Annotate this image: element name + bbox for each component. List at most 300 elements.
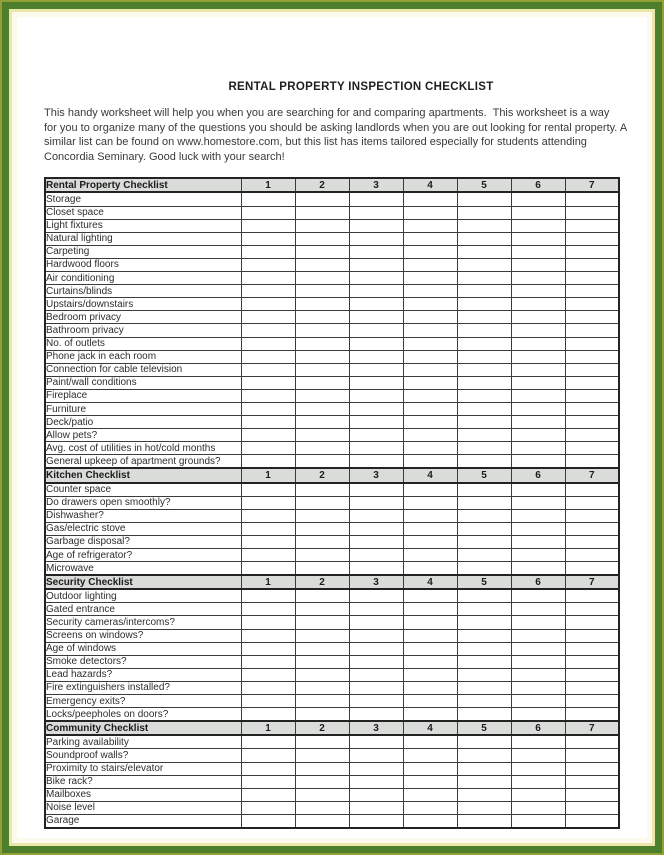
checklist-row [45, 616, 619, 629]
item-label: Light fixtures [45, 219, 241, 232]
rating-cell-empty [295, 562, 349, 576]
rating-cell-empty [565, 749, 619, 762]
rating-cell-empty [403, 801, 457, 814]
rating-column-header: 4 [403, 575, 457, 589]
rating-cell-empty [241, 603, 295, 616]
item-label: Paint/wall conditions [45, 376, 241, 389]
rating-cell-empty [295, 629, 349, 642]
checklist-row [45, 589, 619, 603]
rating-cell-empty [457, 509, 511, 522]
rating-cell-empty [295, 775, 349, 788]
rating-cell-empty [511, 272, 565, 285]
rating-cell-empty [241, 681, 295, 694]
rating-cell-empty [403, 350, 457, 363]
rating-cell-empty [295, 376, 349, 389]
rating-cell-empty [403, 708, 457, 722]
rating-cell-empty [403, 219, 457, 232]
rating-cell-empty [295, 749, 349, 762]
rating-cell-empty [295, 206, 349, 219]
rating-cell-empty [349, 762, 403, 775]
rating-cell-empty [241, 616, 295, 629]
item-label: Age of refrigerator? [45, 549, 241, 562]
checklist-row [45, 522, 619, 535]
item-label: Bathroom privacy [45, 324, 241, 337]
item-label: No. of outlets [45, 337, 241, 350]
intro-line-3: similar list can be found on www.homestore.com, but this list has items tailored especially for students attending [44, 136, 587, 149]
checklist-row [45, 232, 619, 245]
rating-cell-empty [241, 708, 295, 722]
rating-cell-empty [349, 272, 403, 285]
rating-cell-empty [565, 232, 619, 245]
rating-cell-empty [295, 363, 349, 376]
rating-cell-empty [457, 616, 511, 629]
rating-cell-empty [241, 549, 295, 562]
rating-cell-empty [403, 416, 457, 429]
rating-cell-empty [403, 562, 457, 576]
rating-cell-empty [295, 483, 349, 497]
rating-cell-empty [403, 814, 457, 828]
item-label: Connection for cable television [45, 363, 241, 376]
checklist-row [45, 219, 619, 232]
page-frame-green-band [2, 2, 662, 853]
rating-cell-empty [349, 258, 403, 271]
checklist-row [45, 708, 619, 722]
rating-cell-empty [565, 376, 619, 389]
item-label: Parking availability [45, 735, 241, 749]
rating-column-header: 4 [403, 468, 457, 482]
rating-cell-empty [403, 681, 457, 694]
rating-cell-empty [565, 668, 619, 681]
section-header-row [45, 575, 619, 589]
rating-cell-empty [295, 285, 349, 298]
rating-cell-empty [349, 695, 403, 708]
rating-cell-empty [295, 616, 349, 629]
rating-cell-empty [565, 629, 619, 642]
rating-cell-empty [457, 311, 511, 324]
checklist-row [45, 206, 619, 219]
section-header-label: Kitchen Checklist [45, 468, 241, 482]
rating-cell-empty [511, 616, 565, 629]
rating-cell-empty [511, 429, 565, 442]
rating-cell-empty [457, 206, 511, 219]
rating-cell-empty [565, 206, 619, 219]
rating-cell-empty [349, 629, 403, 642]
rating-cell-empty [511, 603, 565, 616]
rating-cell-empty [403, 788, 457, 801]
rating-cell-empty [511, 350, 565, 363]
rating-cell-empty [565, 788, 619, 801]
checklist-row [45, 285, 619, 298]
rating-cell-empty [241, 668, 295, 681]
rating-cell-empty [511, 814, 565, 828]
rating-cell-empty [511, 206, 565, 219]
checklist-row [45, 442, 619, 455]
item-label: Screens on windows? [45, 629, 241, 642]
rating-cell-empty [511, 668, 565, 681]
rating-cell-empty [457, 232, 511, 245]
rating-cell-empty [295, 655, 349, 668]
rating-cell-empty [349, 708, 403, 722]
item-label: Natural lighting [45, 232, 241, 245]
rating-cell-empty [457, 402, 511, 415]
rating-cell-empty [565, 429, 619, 442]
checklist-row [45, 801, 619, 814]
rating-cell-empty [295, 429, 349, 442]
rating-cell-empty [241, 589, 295, 603]
rating-cell-empty [349, 206, 403, 219]
rating-cell-empty [511, 589, 565, 603]
rating-cell-empty [349, 603, 403, 616]
rating-cell-empty [457, 589, 511, 603]
section-header-row [45, 178, 619, 192]
rating-cell-empty [241, 801, 295, 814]
rating-cell-empty [565, 775, 619, 788]
rating-cell-empty [511, 324, 565, 337]
rating-cell-empty [241, 695, 295, 708]
rating-column-header: 1 [241, 178, 295, 192]
checklist-row [45, 642, 619, 655]
rating-cell-empty [295, 232, 349, 245]
rating-cell-empty [295, 788, 349, 801]
rating-cell-empty [565, 219, 619, 232]
item-label: Mailboxes [45, 788, 241, 801]
intro-paragraph [44, 106, 628, 164]
rating-column-header: 2 [295, 721, 349, 735]
rating-cell-empty [457, 219, 511, 232]
rating-cell-empty [565, 681, 619, 694]
rating-cell-empty [403, 442, 457, 455]
rating-column-header: 7 [565, 468, 619, 482]
checklist-row [45, 429, 619, 442]
rating-cell-empty [403, 762, 457, 775]
rating-cell-empty [565, 285, 619, 298]
rating-cell-empty [295, 455, 349, 469]
rating-cell-empty [403, 496, 457, 509]
checklist-row [45, 788, 619, 801]
rating-cell-empty [403, 655, 457, 668]
rating-cell-empty [403, 749, 457, 762]
checklist-row [45, 192, 619, 206]
rating-cell-empty [457, 775, 511, 788]
rating-cell-empty [241, 219, 295, 232]
rating-cell-empty [565, 389, 619, 402]
rating-column-header: 5 [457, 575, 511, 589]
rating-cell-empty [457, 549, 511, 562]
rating-cell-empty [457, 695, 511, 708]
rating-column-header: 2 [295, 468, 349, 482]
rating-cell-empty [565, 522, 619, 535]
rating-cell-empty [349, 801, 403, 814]
rating-cell-empty [349, 562, 403, 576]
rating-cell-empty [349, 483, 403, 497]
rating-cell-empty [565, 762, 619, 775]
checklist-row [45, 549, 619, 562]
rating-cell-empty [565, 416, 619, 429]
rating-cell-empty [457, 350, 511, 363]
rating-cell-empty [565, 562, 619, 576]
rating-column-header: 3 [349, 468, 403, 482]
section-header-label: Rental Property Checklist [45, 178, 241, 192]
rating-cell-empty [349, 376, 403, 389]
rating-cell-empty [565, 311, 619, 324]
rating-cell-empty [349, 735, 403, 749]
rating-cell-empty [295, 337, 349, 350]
rating-cell-empty [241, 496, 295, 509]
checklist-row [45, 363, 619, 376]
checklist-row [45, 814, 619, 828]
intro-line-1: This handy worksheet will help you when you are searching for and comparing apartments. This worksheet is a way [44, 107, 610, 119]
rating-cell-empty [241, 206, 295, 219]
rating-cell-empty [349, 363, 403, 376]
page-title: RENTAL PROPERTY INSPECTION CHECKLIST [228, 81, 494, 93]
rating-cell-empty [511, 708, 565, 722]
rating-cell-empty [565, 245, 619, 258]
rating-cell-empty [295, 389, 349, 402]
rating-cell-empty [457, 442, 511, 455]
rating-cell-empty [295, 642, 349, 655]
rating-cell-empty [403, 363, 457, 376]
rating-cell-empty [511, 496, 565, 509]
rating-cell-empty [511, 509, 565, 522]
section-header-label: Community Checklist [45, 721, 241, 735]
checklist-row [45, 509, 619, 522]
rating-cell-empty [403, 272, 457, 285]
rating-cell-empty [295, 708, 349, 722]
rating-cell-empty [403, 389, 457, 402]
rating-cell-empty [565, 603, 619, 616]
rating-cell-empty [511, 549, 565, 562]
rating-cell-empty [295, 668, 349, 681]
rating-cell-empty [241, 655, 295, 668]
rating-cell-empty [241, 629, 295, 642]
rating-cell-empty [241, 775, 295, 788]
rating-cell-empty [457, 668, 511, 681]
rating-cell-empty [403, 455, 457, 469]
item-label: Smoke detectors? [45, 655, 241, 668]
rating-cell-empty [241, 535, 295, 548]
rating-cell-empty [511, 376, 565, 389]
rating-cell-empty [565, 324, 619, 337]
rating-cell-empty [457, 735, 511, 749]
rating-cell-empty [457, 363, 511, 376]
rating-cell-empty [565, 616, 619, 629]
rating-cell-empty [295, 442, 349, 455]
rating-column-header: 3 [349, 721, 403, 735]
rating-cell-empty [403, 376, 457, 389]
rating-cell-empty [457, 708, 511, 722]
item-label: Avg. cost of utilities in hot/cold months [45, 442, 241, 455]
rating-cell-empty [349, 522, 403, 535]
checklist-row [45, 535, 619, 548]
item-label: Air conditioning [45, 272, 241, 285]
item-label: Fireplace [45, 389, 241, 402]
item-label: Lead hazards? [45, 668, 241, 681]
rating-cell-empty [241, 337, 295, 350]
page-background [12, 12, 652, 843]
rating-cell-empty [403, 429, 457, 442]
item-label: Furniture [45, 402, 241, 415]
rating-cell-empty [511, 788, 565, 801]
rating-cell-empty [241, 788, 295, 801]
item-label: Fire extinguishers installed? [45, 681, 241, 694]
rating-cell-empty [511, 735, 565, 749]
rating-cell-empty [241, 509, 295, 522]
rating-cell-empty [349, 402, 403, 415]
rating-cell-empty [511, 642, 565, 655]
item-label: Security cameras/intercoms? [45, 616, 241, 629]
rating-cell-empty [511, 455, 565, 469]
rating-cell-empty [511, 389, 565, 402]
checklist-row [45, 455, 619, 469]
item-label: Garbage disposal? [45, 535, 241, 548]
rating-cell-empty [511, 232, 565, 245]
rating-cell-empty [403, 522, 457, 535]
rating-cell-empty [241, 363, 295, 376]
rating-cell-empty [511, 442, 565, 455]
rating-cell-empty [403, 337, 457, 350]
rating-cell-empty [457, 788, 511, 801]
item-label: Microwave [45, 562, 241, 576]
rating-cell-empty [295, 324, 349, 337]
rating-column-header: 4 [403, 721, 457, 735]
checklist-row [45, 496, 619, 509]
item-label: Gated entrance [45, 603, 241, 616]
rating-cell-empty [511, 219, 565, 232]
rating-cell-empty [457, 522, 511, 535]
rating-column-header: 6 [511, 178, 565, 192]
rating-cell-empty [295, 272, 349, 285]
rating-cell-empty [565, 814, 619, 828]
rating-cell-empty [241, 483, 295, 497]
rating-cell-empty [457, 376, 511, 389]
rating-cell-empty [457, 642, 511, 655]
item-label: Age of windows [45, 642, 241, 655]
rating-cell-empty [565, 695, 619, 708]
rating-cell-empty [457, 245, 511, 258]
rating-cell-empty [457, 258, 511, 271]
rating-cell-empty [403, 483, 457, 497]
item-label: Bedroom privacy [45, 311, 241, 324]
rating-cell-empty [349, 285, 403, 298]
item-label: Upstairs/downstairs [45, 298, 241, 311]
rating-cell-empty [349, 311, 403, 324]
rating-cell-empty [457, 762, 511, 775]
rating-cell-empty [241, 735, 295, 749]
item-label: Closet space [45, 206, 241, 219]
rating-cell-empty [565, 549, 619, 562]
rating-cell-empty [565, 655, 619, 668]
rating-cell-empty [457, 535, 511, 548]
rating-cell-empty [511, 749, 565, 762]
rating-cell-empty [457, 562, 511, 576]
rating-cell-empty [295, 192, 349, 206]
rating-column-header: 5 [457, 721, 511, 735]
rating-cell-empty [295, 416, 349, 429]
rating-cell-empty [457, 285, 511, 298]
rating-cell-empty [457, 389, 511, 402]
rating-column-header: 6 [511, 721, 565, 735]
rating-cell-empty [403, 629, 457, 642]
rating-cell-empty [295, 801, 349, 814]
rating-cell-empty [349, 616, 403, 629]
item-label: Locks/peepholes on doors? [45, 708, 241, 722]
rating-cell-empty [457, 655, 511, 668]
rating-cell-empty [349, 192, 403, 206]
rating-cell-empty [403, 616, 457, 629]
item-label: Allow pets? [45, 429, 241, 442]
rating-cell-empty [349, 337, 403, 350]
rating-cell-empty [241, 814, 295, 828]
rating-cell-empty [349, 350, 403, 363]
rating-cell-empty [349, 429, 403, 442]
rating-cell-empty [511, 402, 565, 415]
rating-cell-empty [241, 350, 295, 363]
checklist-row [45, 298, 619, 311]
rating-cell-empty [457, 192, 511, 206]
rating-column-header: 7 [565, 178, 619, 192]
rating-cell-empty [403, 258, 457, 271]
rating-column-header: 1 [241, 468, 295, 482]
rating-cell-empty [457, 801, 511, 814]
rating-cell-empty [349, 788, 403, 801]
rating-cell-empty [295, 402, 349, 415]
item-label: Deck/patio [45, 416, 241, 429]
rating-cell-empty [241, 272, 295, 285]
checklist-row [45, 376, 619, 389]
rating-column-header: 5 [457, 468, 511, 482]
checklist-row [45, 402, 619, 415]
rating-cell-empty [565, 509, 619, 522]
rating-cell-empty [403, 402, 457, 415]
rating-cell-empty [403, 549, 457, 562]
rating-cell-empty [295, 350, 349, 363]
rating-cell-empty [511, 629, 565, 642]
rating-column-header: 7 [565, 721, 619, 735]
item-label: Counter space [45, 483, 241, 497]
rating-cell-empty [295, 603, 349, 616]
rating-cell-empty [403, 509, 457, 522]
rating-cell-empty [511, 416, 565, 429]
rating-cell-empty [511, 695, 565, 708]
rating-cell-empty [295, 814, 349, 828]
rating-cell-empty [349, 549, 403, 562]
checklist-row [45, 603, 619, 616]
checklist-row [45, 762, 619, 775]
rating-cell-empty [457, 337, 511, 350]
rating-cell-empty [349, 681, 403, 694]
section-header-label: Security Checklist [45, 575, 241, 589]
rating-cell-empty [349, 509, 403, 522]
rating-cell-empty [295, 298, 349, 311]
rating-cell-empty [241, 298, 295, 311]
rating-cell-empty [457, 483, 511, 497]
rating-cell-empty [511, 775, 565, 788]
item-label: Dishwasher? [45, 509, 241, 522]
rating-cell-empty [565, 483, 619, 497]
rating-cell-empty [241, 749, 295, 762]
item-label: General upkeep of apartment grounds? [45, 455, 241, 469]
rating-cell-empty [241, 192, 295, 206]
rating-cell-empty [349, 416, 403, 429]
page-frame-inner-line [9, 9, 655, 846]
rating-cell-empty [403, 311, 457, 324]
rating-cell-empty [349, 232, 403, 245]
rating-cell-empty [295, 762, 349, 775]
rating-cell-empty [403, 285, 457, 298]
rating-cell-empty [457, 416, 511, 429]
rating-cell-empty [403, 589, 457, 603]
checklist-row [45, 311, 619, 324]
